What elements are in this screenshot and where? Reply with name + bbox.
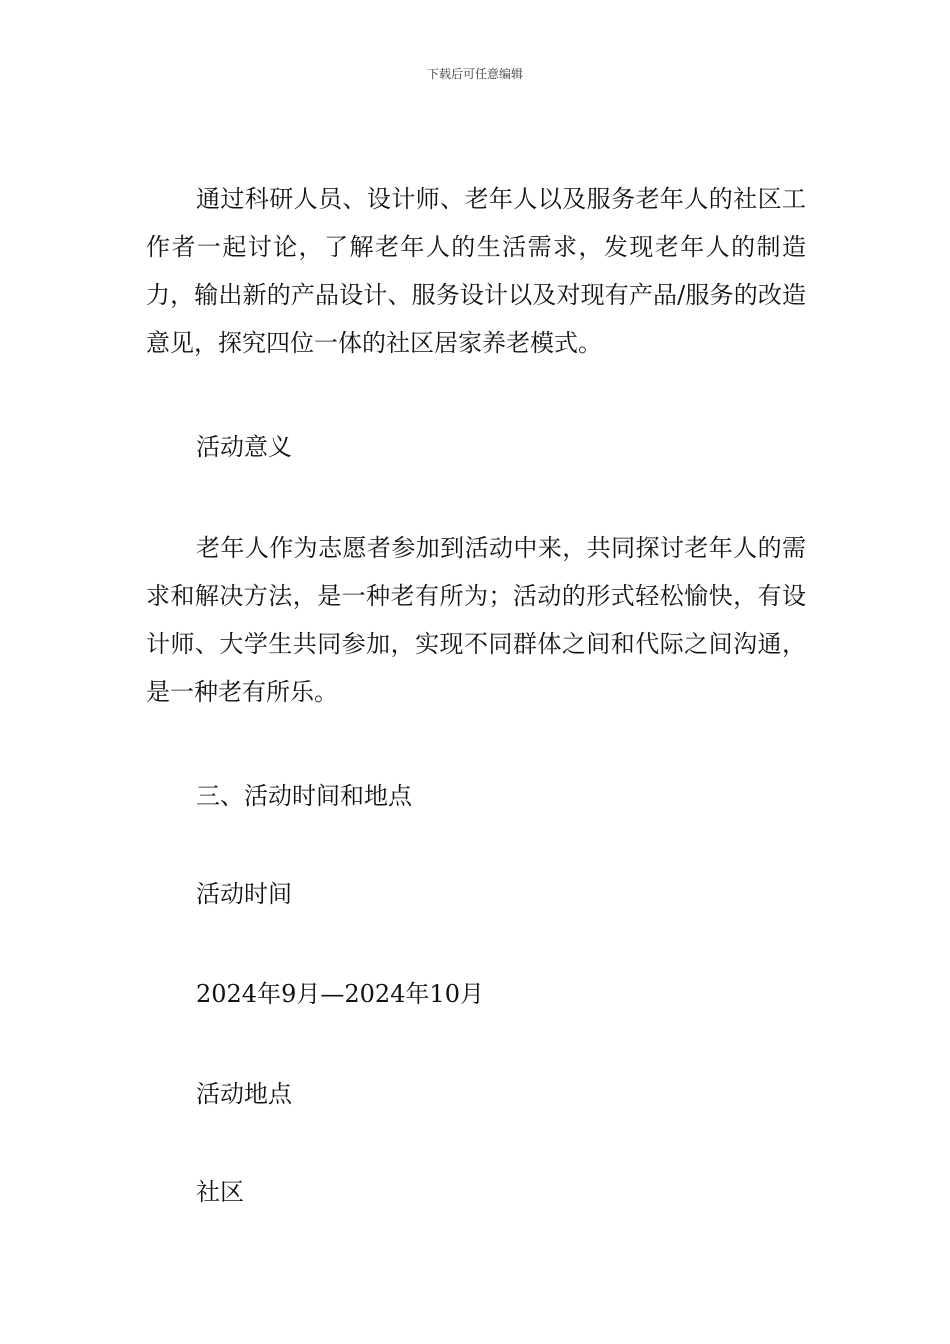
heading-significance: 活动意义 [196,433,292,461]
paragraph-significance: 老年人作为志愿者参加到活动中来，共同探讨老年人的需求和解决方法，是一种老有所为；活动的形式轻松愉快，有设计师、大学生共同参加，实现不同群体之间和代际之间沟通，是一种老有所乐。 [146,534,806,706]
activity-place-value: 社区 [196,1178,244,1206]
heading-activity-time: 活动时间 [196,880,292,908]
page-header-note: 下载后可任意编辑 [426,67,523,81]
section-heading-time-place: 三、活动时间和地点 [196,782,412,810]
activity-time-value: 2024年9月—2024年10月 [196,980,484,1008]
heading-activity-place: 活动地点 [196,1080,292,1108]
paragraph-purpose: 通过科研人员、设计师、老年人以及服务老年人的社区工作者一起讨论，了解老年人的生活需求，发现老年人的制造力，输出新的产品设计、服务设计以及对现有产品/服务的改造意见，探究四位一体的社区居家养老模式。 [146,185,806,357]
